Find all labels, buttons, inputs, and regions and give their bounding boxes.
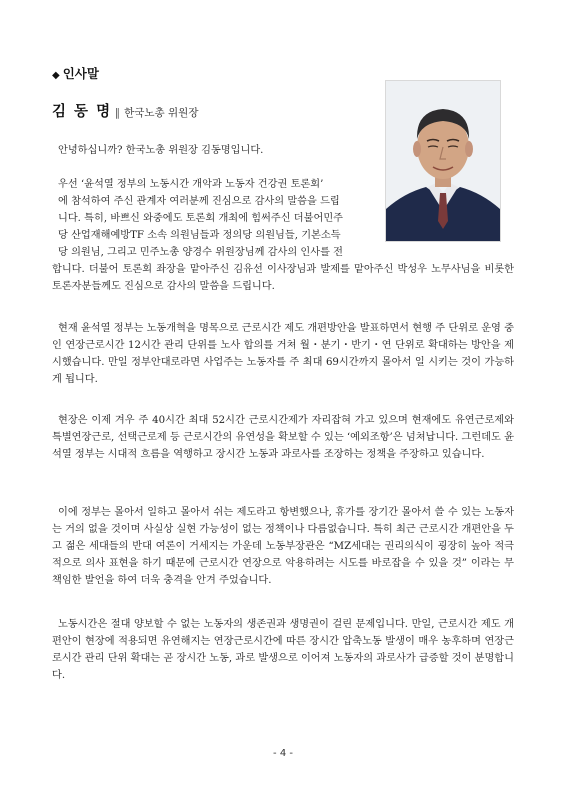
paragraph-5: 노동시간은 절대 양보할 수 없는 노동자의 생존권과 생명권이 걸린 문제입니다. 만일, 근로시간 제도 개편안이 현장에 적용되면 유연해지는 연장근로시간에 따른 장시간 압축노동 발생이 매우 농후하며 연장근로시간 관리 단위 확대는 곧 장시간 노동, 과로 발생으로 이어져 노동자의 과로사가 급증할 것이 분명합니다.	[52, 619, 514, 681]
paragraph-1-rest: 합니다. 더불어 토론회 좌장을 맡아주신 김유선 이사장님과 발제를 맡아주신 박성우 노무사님을 비롯한 토론자분들께도 진심으로 감사의 말씀을 드립니다.	[52, 264, 514, 292]
greeting-paragraph: 안녕하십니까? 한국노총 위원장 김동명입니다.	[58, 145, 264, 156]
paragraph-4: 이에 정부는 몰아서 일하고 몰아서 쉬는 제도라고 항변했으나, 휴가를 장기간 몰아서 쓸 수 있는 노동자는 거의 없을 것이며 사실상 실현 가능성이 없는 정책이나 다름없습니다. 특히 최근 근로시간 개편안을 두고 젊은 세대들의 반대 여론이 거세지는 가운데 노동부장관은 “MZ세대는 권리의식이 굉장히 높아 적극적으로 의사 표현을 하기 때문에 근로시간 연장으로 악용하려는 시도를 바로잡을 수 있을 것” 이라는 무책임한 발언을 하여 더욱 충격을 안겨 주었습니다.	[52, 507, 514, 586]
speaker-line	[52, 100, 198, 121]
section-title: 인사말	[62, 66, 99, 81]
paragraph-1-line: 니다. 특히, 바쁘신 와중에도 토론회 개최에 힘써주신 더불어민주	[58, 213, 344, 224]
speaker-portrait-photo	[385, 80, 501, 242]
speaker-name: 김 동 명	[52, 104, 112, 120]
paragraph-1-wrapped	[52, 176, 362, 261]
section-heading	[52, 64, 99, 82]
paragraph-3: 현장은 이제 겨우 주 40시간 최대 52시간 근로시간제가 자리잡혀 가고 있으며 현재에도 유연근로제와 특별연장근로, 선택근로제 등 근로시간의 유연성을 확보할 수 있는 ‘예외조항’은 넘쳐납니다. 그런데도 윤석열 정부는 시대적 흐름을 역행하고 장시간 노동과 과로사를 조장하는 정책을 주장하고 있습니다.	[52, 415, 514, 460]
paragraph-1-line: 당 산업재해예방TF 소속 의원님들과 정의당 의원님들, 기본소득	[58, 230, 341, 241]
speaker-role: 한국노총 위원장	[124, 107, 199, 119]
paragraph-2: 현재 윤석열 정부는 노동개혁을 명목으로 근로시간 제도 개편방안을 발표하면서 현행 주 단위로 운영 중인 연장근로시간 12시간 관리 단위를 노사 합의를 거쳐 월・분기・반기・연 단위로 확대하는 방안을 제시했습니다. 만일 정부안대로라면 사업주는 노동자를 주 최대 69시간까지 몰아서 일 시키는 것이 가능하게 됩니다.	[52, 323, 514, 385]
diamond-bullet-icon: ◆	[52, 70, 60, 81]
portrait-image	[386, 81, 500, 241]
paragraph-1-line: 우선 ‘윤석열 정부의 노동시간 개악과 노동자 건강권 토론회’	[58, 179, 324, 190]
page-number: - 4 -	[273, 748, 293, 759]
paragraph-1-line: 에 참석하여 주신 관계자 여러분께 진심으로 감사의 말씀을 드립	[58, 196, 340, 207]
speaker-separator: ‖	[114, 106, 121, 119]
paragraph-1-line: 당 의원님, 그리고 민주노총 양경수 위원장님께 감사의 인사를 전	[58, 247, 344, 258]
